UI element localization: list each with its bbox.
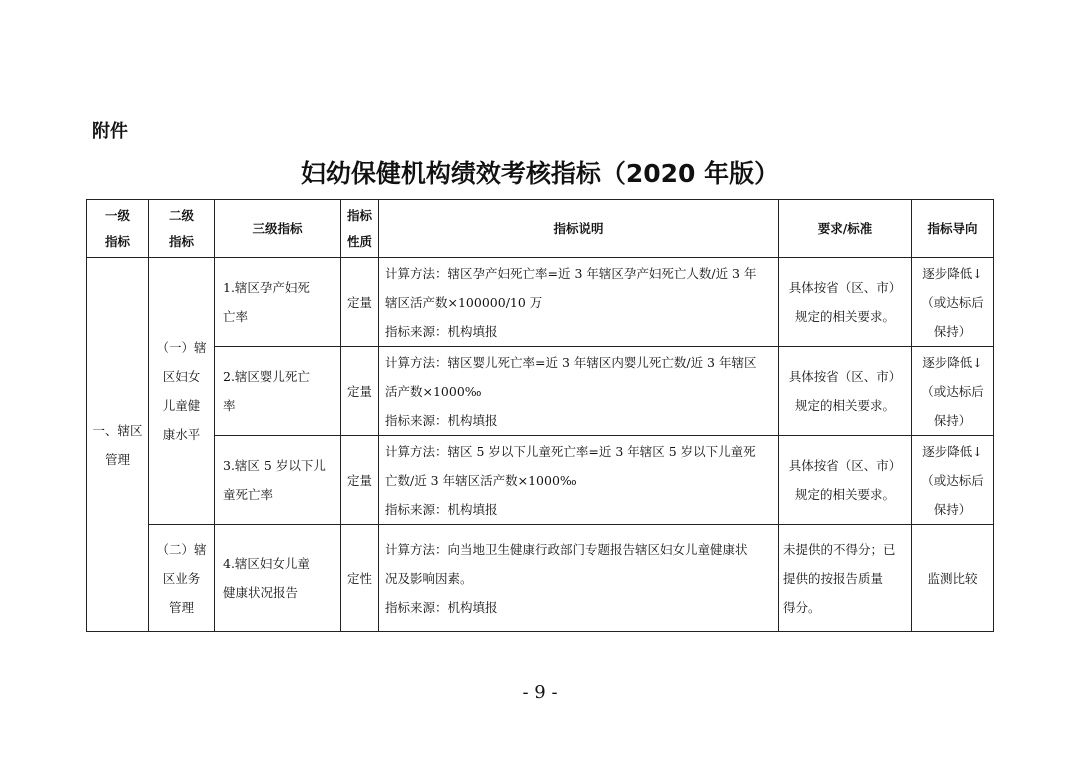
level3-cell: 2.辖区婴儿死亡 率 <box>215 347 341 436</box>
standard-cell: 具体按省（区、市） 规定的相关要求。 <box>779 347 912 436</box>
header-direction: 指标导向 <box>912 200 994 258</box>
page-number: - 9 - <box>522 682 558 703</box>
table-row <box>87 347 994 436</box>
table-header-row <box>87 200 994 258</box>
table-row <box>87 258 994 347</box>
standard-cell: 具体按省（区、市） 规定的相关要求。 <box>779 258 912 347</box>
attachment-label: 附件 <box>92 121 128 142</box>
description-cell: 计算方法：辖区孕产妇死亡率=近 3 年辖区孕产妇死亡人数/近 3 年 辖区活产数×100000/10 万 指标来源：机构填报 <box>379 258 779 347</box>
header-nature: 指标 性质 <box>341 200 379 258</box>
direction-cell: 逐步降低↓ （或达标后 保持） <box>912 258 994 347</box>
level1-cell: 一、辖区 管理 <box>87 258 149 632</box>
indicator-table <box>86 199 994 632</box>
level3-cell: 3.辖区 5 岁以下儿 童死亡率 <box>215 436 341 525</box>
document-title: 妇幼保健机构绩效考核指标（2020 年版） <box>300 159 780 188</box>
description-cell: 计算方法：辖区 5 岁以下儿童死亡率=近 3 年辖区 5 岁以下儿童死 亡数/近 3 年辖区活产数×1000‰ 指标来源：机构填报 <box>379 436 779 525</box>
direction-cell: 监测比较 <box>912 525 994 632</box>
level3-cell: 4.辖区妇女儿童 健康状况报告 <box>215 525 341 632</box>
header-level3: 三级指标 <box>215 200 341 258</box>
header-description: 指标说明 <box>379 200 779 258</box>
level2-cell: （一）辖 区妇女 儿童健 康水平 <box>149 258 215 525</box>
table-row <box>87 525 994 632</box>
direction-cell: 逐步降低↓ （或达标后 保持） <box>912 436 994 525</box>
standard-cell: 具体按省（区、市） 规定的相关要求。 <box>779 436 912 525</box>
header-standard: 要求/标准 <box>779 200 912 258</box>
description-cell: 计算方法：向当地卫生健康行政部门专题报告辖区妇女儿童健康状 况及影响因素。 指标来源：机构填报 <box>379 525 779 632</box>
level2-cell: （二）辖 区业务 管理 <box>149 525 215 632</box>
header-level1: 一级 指标 <box>87 200 149 258</box>
level3-cell: 1.辖区孕产妇死 亡率 <box>215 258 341 347</box>
nature-cell: 定量 <box>341 436 379 525</box>
nature-cell: 定量 <box>341 258 379 347</box>
header-level2: 二级 指标 <box>149 200 215 258</box>
standard-cell: 未提供的不得分；已 提供的按报告质量 得分。 <box>779 525 912 632</box>
table-row <box>87 436 994 525</box>
description-cell: 计算方法：辖区婴儿死亡率=近 3 年辖区内婴儿死亡数/近 3 年辖区 活产数×1000‰ 指标来源：机构填报 <box>379 347 779 436</box>
direction-cell: 逐步降低↓ （或达标后 保持） <box>912 347 994 436</box>
nature-cell: 定量 <box>341 347 379 436</box>
nature-cell: 定性 <box>341 525 379 632</box>
